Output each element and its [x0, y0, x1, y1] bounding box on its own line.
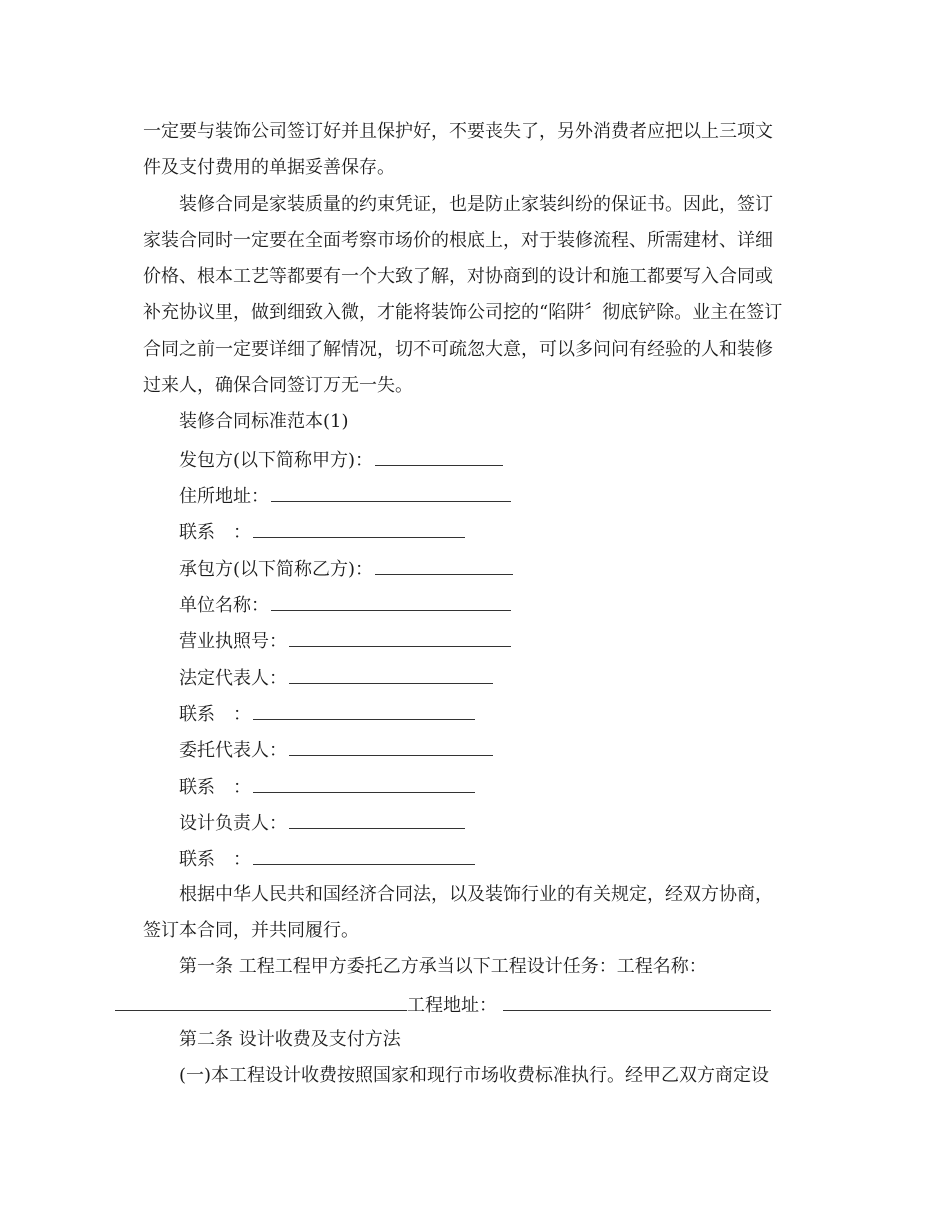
text-run: 一定要与装饰公司签订好并且保护好，不要丧失了，另外消费者应把以上三项文: [143, 121, 773, 142]
fill-in-blank[interactable]: [289, 665, 493, 684]
paragraph-2-line-4: 补充协议里，做到细致入微，才能将装饰公司挖的“陷阱〞彻底铲除。业主在签订: [143, 302, 783, 323]
fill-in-blank[interactable]: [253, 774, 475, 793]
field-label: 发包方(以下简称甲方)：: [179, 450, 374, 471]
field-label: 委托代表人：: [179, 740, 287, 761]
article-2-line-1: (一)本工程设计收费按照国家和现行市场收费标准执行。经甲乙双方商定设: [179, 1065, 770, 1086]
field-label: 联系 ：: [179, 522, 251, 543]
paragraph-2-line-3: 价格、根本工艺等都要有一个大致了解，对协商到的设计和施工都要写入合同或: [143, 266, 773, 287]
field-label: 设计负责人：: [179, 813, 287, 834]
fill-in-blank[interactable]: [289, 737, 493, 756]
fill-in-blank[interactable]: [253, 701, 475, 720]
paragraph-2-line-2: 家装合同时一定要在全面考察市场价的根底上，对于装修流程、所需建材、详细: [143, 230, 773, 251]
field-legal-representative: [179, 665, 493, 691]
field-label: 单位名称：: [179, 595, 269, 616]
field-contractor: [179, 556, 513, 582]
field-label: 联系 ：: [179, 849, 251, 870]
field-label: 承包方(以下简称乙方)：: [179, 559, 374, 580]
field-design-lead: [179, 810, 465, 836]
fill-in-blank-project-address[interactable]: [503, 992, 771, 1011]
fill-in-blank-project-name[interactable]: [115, 992, 407, 1011]
field-contact-3: [179, 774, 475, 800]
paragraph-3-line-1: 根据中华人民共和国经济合同法，以及装饰行业的有关规定，经双方协商，: [179, 884, 773, 905]
field-label: 住所地址：: [179, 486, 269, 507]
template-title: 装修合同标准范本(1): [179, 411, 349, 432]
paragraph-1-line-1: [143, 120, 797, 144]
field-label: 联系 ：: [179, 704, 251, 725]
field-label: 联系 ：: [179, 777, 251, 798]
field-contact-2: [179, 701, 475, 727]
fill-in-blank[interactable]: [375, 447, 503, 466]
field-label: 营业执照号：: [179, 631, 287, 652]
fill-in-blank[interactable]: [253, 519, 465, 538]
article-1-line-2: [115, 992, 771, 1018]
fill-in-blank[interactable]: [289, 628, 511, 647]
paragraph-2-line-1: 装修合同是家装质量的约束凭证，也是防止家装纠纷的保证书。因此，签订: [179, 194, 773, 215]
field-contractee: [179, 447, 503, 473]
paragraph-2-line-5: 合同之前一定要详细了解情况，切不可疏忽大意，可以多问问有经验的人和装修: [143, 339, 773, 360]
fill-in-blank[interactable]: [253, 846, 475, 865]
field-contact-4: [179, 846, 475, 872]
field-address: [179, 483, 511, 509]
paragraph-1-line-2: 件及支付费用的单据妥善保存。: [143, 157, 395, 178]
paragraph-2-line-6: 过来人，确保合同签订万无一失。: [143, 375, 413, 396]
fill-in-blank[interactable]: [271, 592, 511, 611]
article-2-title: 第二条 设计收费及支付方法: [179, 1029, 401, 1050]
article-1-line-1: 第一条 工程工程甲方委托乙方承当以下工程设计任务：工程名称：: [179, 956, 707, 977]
field-authorized-agent: [179, 737, 493, 763]
field-contact-1: [179, 519, 465, 545]
field-label: 法定代表人：: [179, 668, 287, 689]
paragraph-3-line-2: 签订本合同，并共同履行。: [143, 920, 359, 941]
field-business-license: [179, 628, 511, 654]
fill-in-blank[interactable]: [271, 483, 511, 502]
fill-in-blank[interactable]: [375, 556, 513, 575]
field-company-name: [179, 592, 511, 618]
fill-in-blank[interactable]: [289, 810, 465, 829]
address-label: 工程地址：: [407, 995, 497, 1016]
